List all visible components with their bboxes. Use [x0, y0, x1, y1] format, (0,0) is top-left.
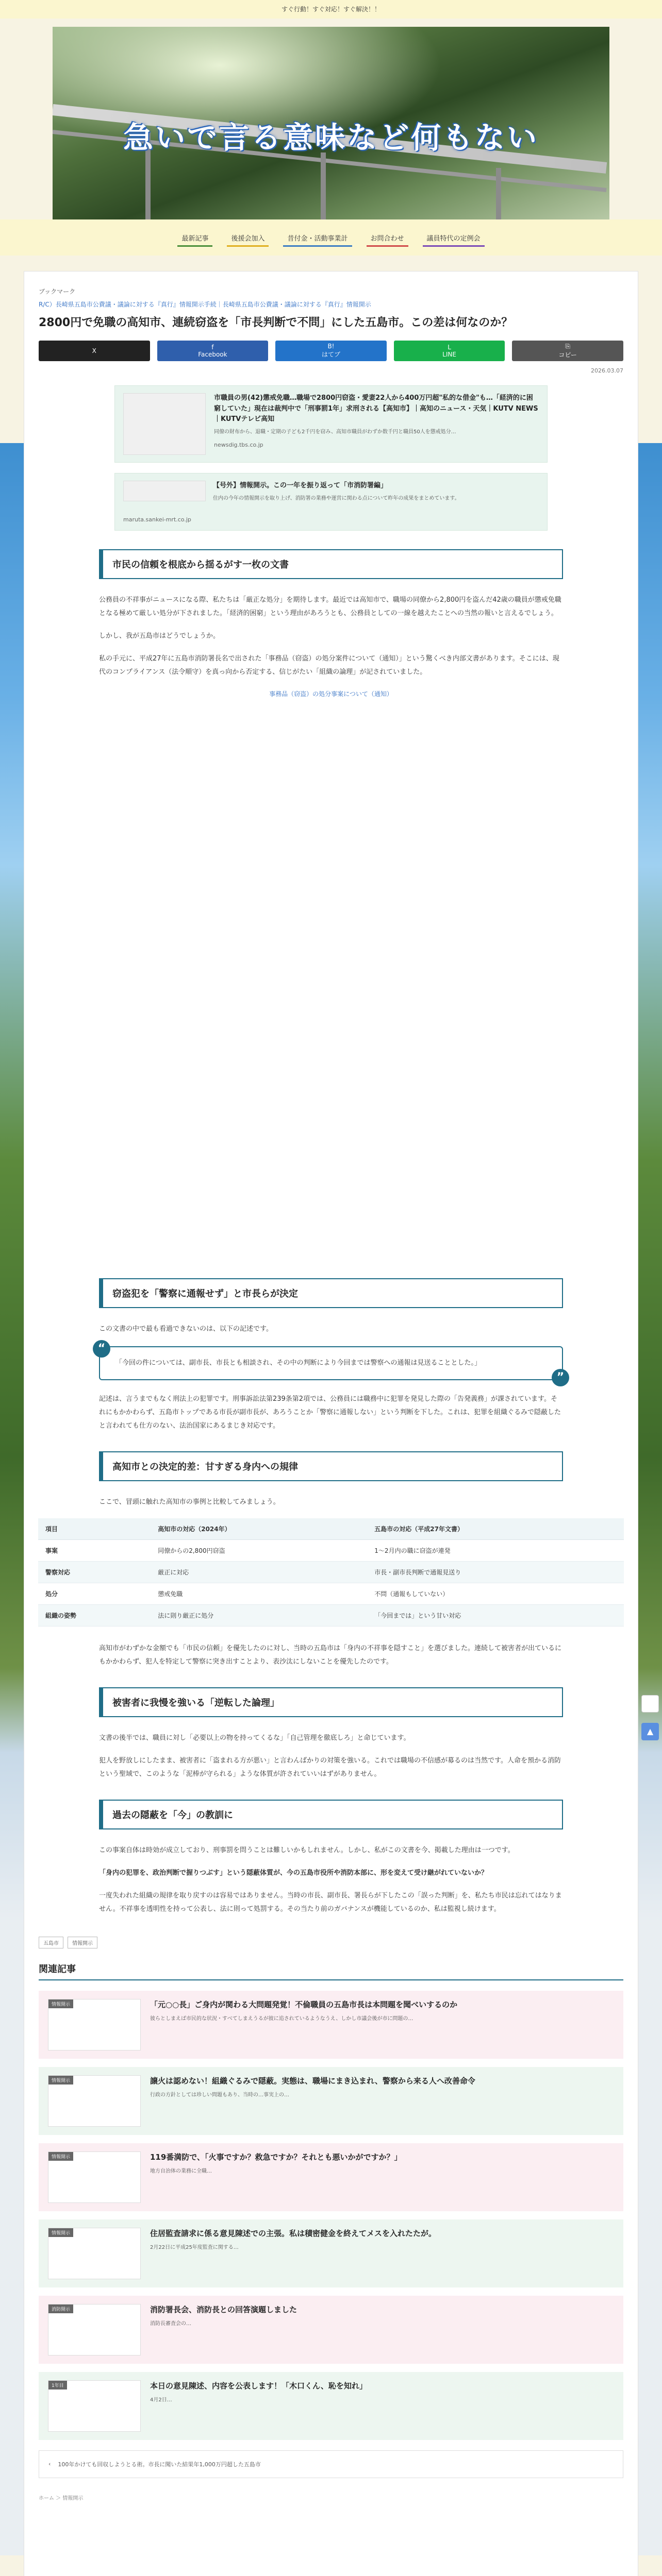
- quote-open-icon: “: [93, 1340, 110, 1358]
- copy-icon: ⎘: [565, 342, 570, 350]
- bookmark-label: ブックマーク: [39, 288, 76, 295]
- related-item[interactable]: [39, 2143, 623, 2211]
- related-title: 119番満防で、「火事ですか？救急ですか？それとも悪いかがですか？」: [150, 2152, 402, 2162]
- nav-item-donation[interactable]: 昔付金・活動事業計: [276, 228, 359, 248]
- related-thumbnail: [48, 2151, 141, 2203]
- section-heading: 高知市との決定的差：甘すぎる身内への規律: [99, 1451, 563, 1481]
- page-title: 2800円で免職の高知市、連続窃盗を「市長判断で不問」にした五島市。この差は何なのか？: [39, 316, 513, 329]
- related-desc: 消防長審査会の…: [150, 2321, 191, 2327]
- document-image-link[interactable]: 事務品（窃盗）の処分事案について（通知）: [269, 690, 393, 698]
- card-description: 住内の今年の情報開示を取り上げ、消防署の業務や運営に関わる点について昨年の成果をまとめています。: [213, 495, 460, 501]
- paragraph: 記述は、言うまでもなく刑法上の犯罪です。刑事訴訟法第239条第2項では、公務員には職務中に犯罪を発見した際の「告発義務」が課されています。それにもかかわらず、五島市トップである市長が副市長が、あろうことか「警察に通報しない」という判断を下した。これは、犯罪を組織ぐるみで隠蔽したと言われても仕方のない、法治国家にあるまじき対応です。: [99, 1395, 561, 1430]
- related-title: 「元○○長」ご身内が関わる大問題発覚！不倫職員の五島市長は本問題を聞べいするのか: [150, 1999, 458, 2009]
- paragraph: ここで、冒頭に触れた高知市の事例と比較してみましょう。: [99, 1498, 280, 1506]
- prev-post-link[interactable]: 100年かけても回収しようとる術。市長に聞いた結果年1,000万円超した五島市: [58, 2461, 261, 2468]
- facebook-icon: f: [211, 343, 214, 351]
- tag-list: [39, 1937, 623, 1948]
- card-source: newsdig.tbs.co.jp: [214, 442, 263, 449]
- card-title: 市職員の男(42)懲戒免職…職場で2800円窃盗・愛妻22人から400万円超"私的な借金"も…「経済的に困窮していた」現在は裁判中で「刑事罰1年」求刑される【高知市】｜高知のニュース・天気｜KUTV NEWS｜KUTVテレビ高知: [214, 394, 538, 423]
- share-line-button[interactable]: L LINE: [394, 341, 505, 361]
- related-thumbnail: [48, 2075, 141, 2127]
- section-heading: 過去の隠蔽を「今」の教訓に: [99, 1800, 563, 1829]
- global-nav: [0, 219, 662, 256]
- related-title: 譲火は認めない！組織ぐるみで隠蔽。実態は、職場にまき込まれ、警察から来る人へ改善命令: [150, 2076, 475, 2086]
- table-row: 処分 懲戒免職 不問（通報もしていない）: [38, 1583, 624, 1604]
- card-title: 【号外】情報開示。この一年を振り返って「市消防署編」: [213, 481, 388, 489]
- card-source: maruta.sankei-mrt.co.jp: [123, 516, 191, 523]
- copy-link-button[interactable]: ⎘ コピー: [512, 341, 623, 361]
- comparison-table: [38, 1518, 624, 1626]
- top-banner: すぐ行動！すぐ対応！すぐ解決！！: [0, 0, 662, 19]
- link-card[interactable]: [114, 385, 548, 463]
- paragraph: 一度失われた組織の規律を取り戻すのは容易ではありません。当時の市長、副市長、署長らが下したこの「誤った判断」を、私たち市民は忘れてはなりません。不祥事を透明性を持って公表し、法に則って処罰する。その当たり前のガバナンスが機能しているのか、私は監視し続けます。: [99, 1891, 562, 1913]
- site-title[interactable]: 急いで言る意味など何もない: [123, 120, 539, 155]
- nav-item-council[interactable]: 議員特代の定例会: [416, 228, 492, 248]
- scroll-top-button[interactable]: [641, 1723, 659, 1740]
- article-container: [24, 271, 638, 2576]
- quote-close-icon: ”: [552, 1369, 569, 1386]
- publish-date: 2026.03.07: [591, 367, 623, 374]
- paragraph: 文書の後半では、職員に対し「必要以上の物を持ってくるな」「自己管理を徹底しろ」と命じています。: [99, 1734, 410, 1742]
- card-thumbnail: [123, 393, 206, 455]
- nav-item-contact[interactable]: お問合わせ: [359, 228, 416, 248]
- related-heading: 関連記事: [39, 1962, 623, 1980]
- table-header: 高知市の対応（2024年）: [151, 1518, 367, 1540]
- section-heading: 窃盗犯を「警察に通報せず」と市長らが決定: [99, 1278, 563, 1308]
- related-item[interactable]: [39, 2372, 623, 2440]
- paragraph: 公務員の不祥事がニュースになる際、私たちは「厳正な処分」を期待します。最近では高知市で、職場の同僚から2,800円を盗んだ42歳の職員が懲戒免職となる極めて厳しい処分が下されました。「経済的困窮」という理由があろうとも、公務員としての一線を越えたことへの当然の報いと言えるでしょう。: [99, 596, 561, 617]
- x-icon: X: [92, 347, 96, 354]
- paragraph: しかし、我が五島市はどうでしょうか。: [99, 632, 220, 640]
- category-badge: 情報開示: [48, 2152, 73, 2161]
- category-badge: 情報開示: [48, 1999, 73, 2008]
- table-row: 事案 同僚からの2,800円窃盗 1〜2月内の職に窃盗が連発: [38, 1539, 624, 1561]
- related-thumbnail: [48, 1999, 141, 2050]
- chevron-left-icon: ‹: [48, 2461, 51, 2468]
- paragraph: 高知市がわずかな金額でも「市民の信頼」を優先したのに対し、当時の五島市は「身内の不祥事を隠すこと」を選びました。連続して被害者が出ているにもかかわらず、犯人を特定して警察に突き出すことより、表沙汰にしないことを優先したのです。: [99, 1644, 562, 1666]
- category-badge: 情報開示: [48, 2228, 73, 2237]
- related-desc: 地方自治体の業務に全職…: [150, 2168, 212, 2175]
- section-heading: 被害者に我慢を強いる「逆転した論理」: [99, 1687, 563, 1717]
- related-item[interactable]: [39, 1991, 623, 2059]
- related-desc: 2月22日に平成25年度監査に関する…: [150, 2245, 239, 2251]
- paragraph: この事案自体は時効が成立しており、刑事罰を問うことは難しいかもしれません。しかし、私がこの文書を今、掲載した理由は一つです。: [99, 1846, 515, 1854]
- related-title: 本日の意見陳述、内容を公表します！「木口くん、恥を知れ」: [150, 2381, 367, 2391]
- site-header-image[interactable]: [53, 27, 609, 219]
- related-list: [39, 1991, 623, 2440]
- recaptcha-badge[interactable]: [641, 1695, 659, 1713]
- share-x-button[interactable]: [39, 341, 150, 361]
- link-card[interactable]: [114, 473, 548, 531]
- related-desc: 行政の方針としては珍しい問題もあり、当時の…事実上の…: [150, 2092, 289, 2098]
- breadcrumb[interactable]: R/C）長崎県五島市公費議・議論に対する『真行』情報開示手続｜長崎県五島市公費議・議論に対する『真行』情報開示: [39, 301, 371, 308]
- bridge-pillar: [321, 152, 326, 219]
- hatena-icon: B!: [327, 343, 335, 350]
- article-body: [45, 549, 565, 1916]
- related-item[interactable]: [39, 2067, 623, 2135]
- related-thumbnail: [48, 2228, 141, 2279]
- related-item[interactable]: [39, 2219, 623, 2287]
- table-row: 組織の姿勢 法に則り厳正に処分 「今回までは」という甘い対応: [38, 1604, 624, 1626]
- card-description: 同僚の財布から、退職・定期の子ども2千円を窃み、高知市職員がわずか数千円と職員50人を懲戒処分…: [214, 429, 456, 435]
- paragraph: 「身内の犯罪を、政治判断で握りつぶす」という隠蔽体質が、今の五島市役所や消防本部に、形を変えて受け継がれていないか？: [99, 1869, 488, 1877]
- related-thumbnail: [48, 2304, 141, 2355]
- category-badge: 消防開示: [48, 2304, 73, 2313]
- tag-link[interactable]: 五島市: [39, 1937, 63, 1948]
- share-buttons: [39, 341, 623, 361]
- line-icon: L: [448, 343, 451, 351]
- category-badge: 1年目: [48, 2381, 67, 2389]
- document-image-area: [99, 698, 563, 1260]
- arrow-up-icon: ▲: [647, 1726, 654, 1736]
- category-badge: 情報開示: [48, 2076, 73, 2084]
- related-desc: 彼らとしまえば市民的な状況・すべてしまえうるが彼に追されているようなうえ、しかし市議会後が市に問題の…: [150, 2016, 413, 2022]
- nav-item-support[interactable]: 後援会加入: [220, 228, 276, 248]
- section-heading: 市民の信頼を根底から揺るがす一枚の文書: [99, 549, 563, 579]
- post-navigation[interactable]: [39, 2450, 623, 2478]
- blockquote: “ 「今回の件については、副市長、市長とも相談され、その中の判断により今回までは警察への通報は見送ることとした。」 ”: [99, 1346, 563, 1380]
- related-thumbnail: [48, 2380, 141, 2432]
- nav-item-latest[interactable]: 最新記事: [170, 228, 220, 248]
- related-title: 消防署長会、消防長との回答演題しました: [150, 2304, 297, 2314]
- tag-link[interactable]: 情報開示: [68, 1937, 97, 1948]
- related-item[interactable]: [39, 2296, 623, 2364]
- bridge-pillar: [496, 168, 501, 219]
- related-title: 住居監査請求に係る意見陳述での主張。私は積密健金を終えてメスを入れたたが。: [150, 2228, 437, 2238]
- table-header: 項目: [38, 1518, 151, 1540]
- related-desc: 4月2日…: [150, 2397, 172, 2403]
- share-hatena-button[interactable]: B! はてブ: [275, 341, 387, 361]
- paragraph: 私の手元に、平成27年に五島市消防署長名で出された「事務品（窃盗）の処分案件について（通知）」という驚くべき内部文書があります。そこには、現代のコンプライアンス（法令順守）を真っ向から否定する、信じがたい「組織の論理」が記されていました。: [99, 654, 559, 676]
- table-header: 五島市の対応（平成27年文書）: [367, 1518, 624, 1540]
- card-thumbnail: [123, 481, 206, 501]
- paragraph: 犯人を野放しにしたまま、被害者に「盗まれる方が悪い」と言わんばかりの対策を強いる。これでは職場の不信感が募るのは当然です。人命を預かる消防という聖域で、このような「泥棒が守られる」ような体質が許されていいはずがありません。: [99, 1756, 561, 1778]
- bottom-breadcrumb[interactable]: ホーム ＞ 情報開示: [39, 2495, 84, 2501]
- table-row: 警察対応 厳正に対応 市長・副市長判断で通報見送り: [38, 1561, 624, 1583]
- paragraph: この文書の中で最も看過できないのは、以下の記述です。: [99, 1325, 273, 1333]
- share-facebook-button[interactable]: f Facebook: [157, 341, 269, 361]
